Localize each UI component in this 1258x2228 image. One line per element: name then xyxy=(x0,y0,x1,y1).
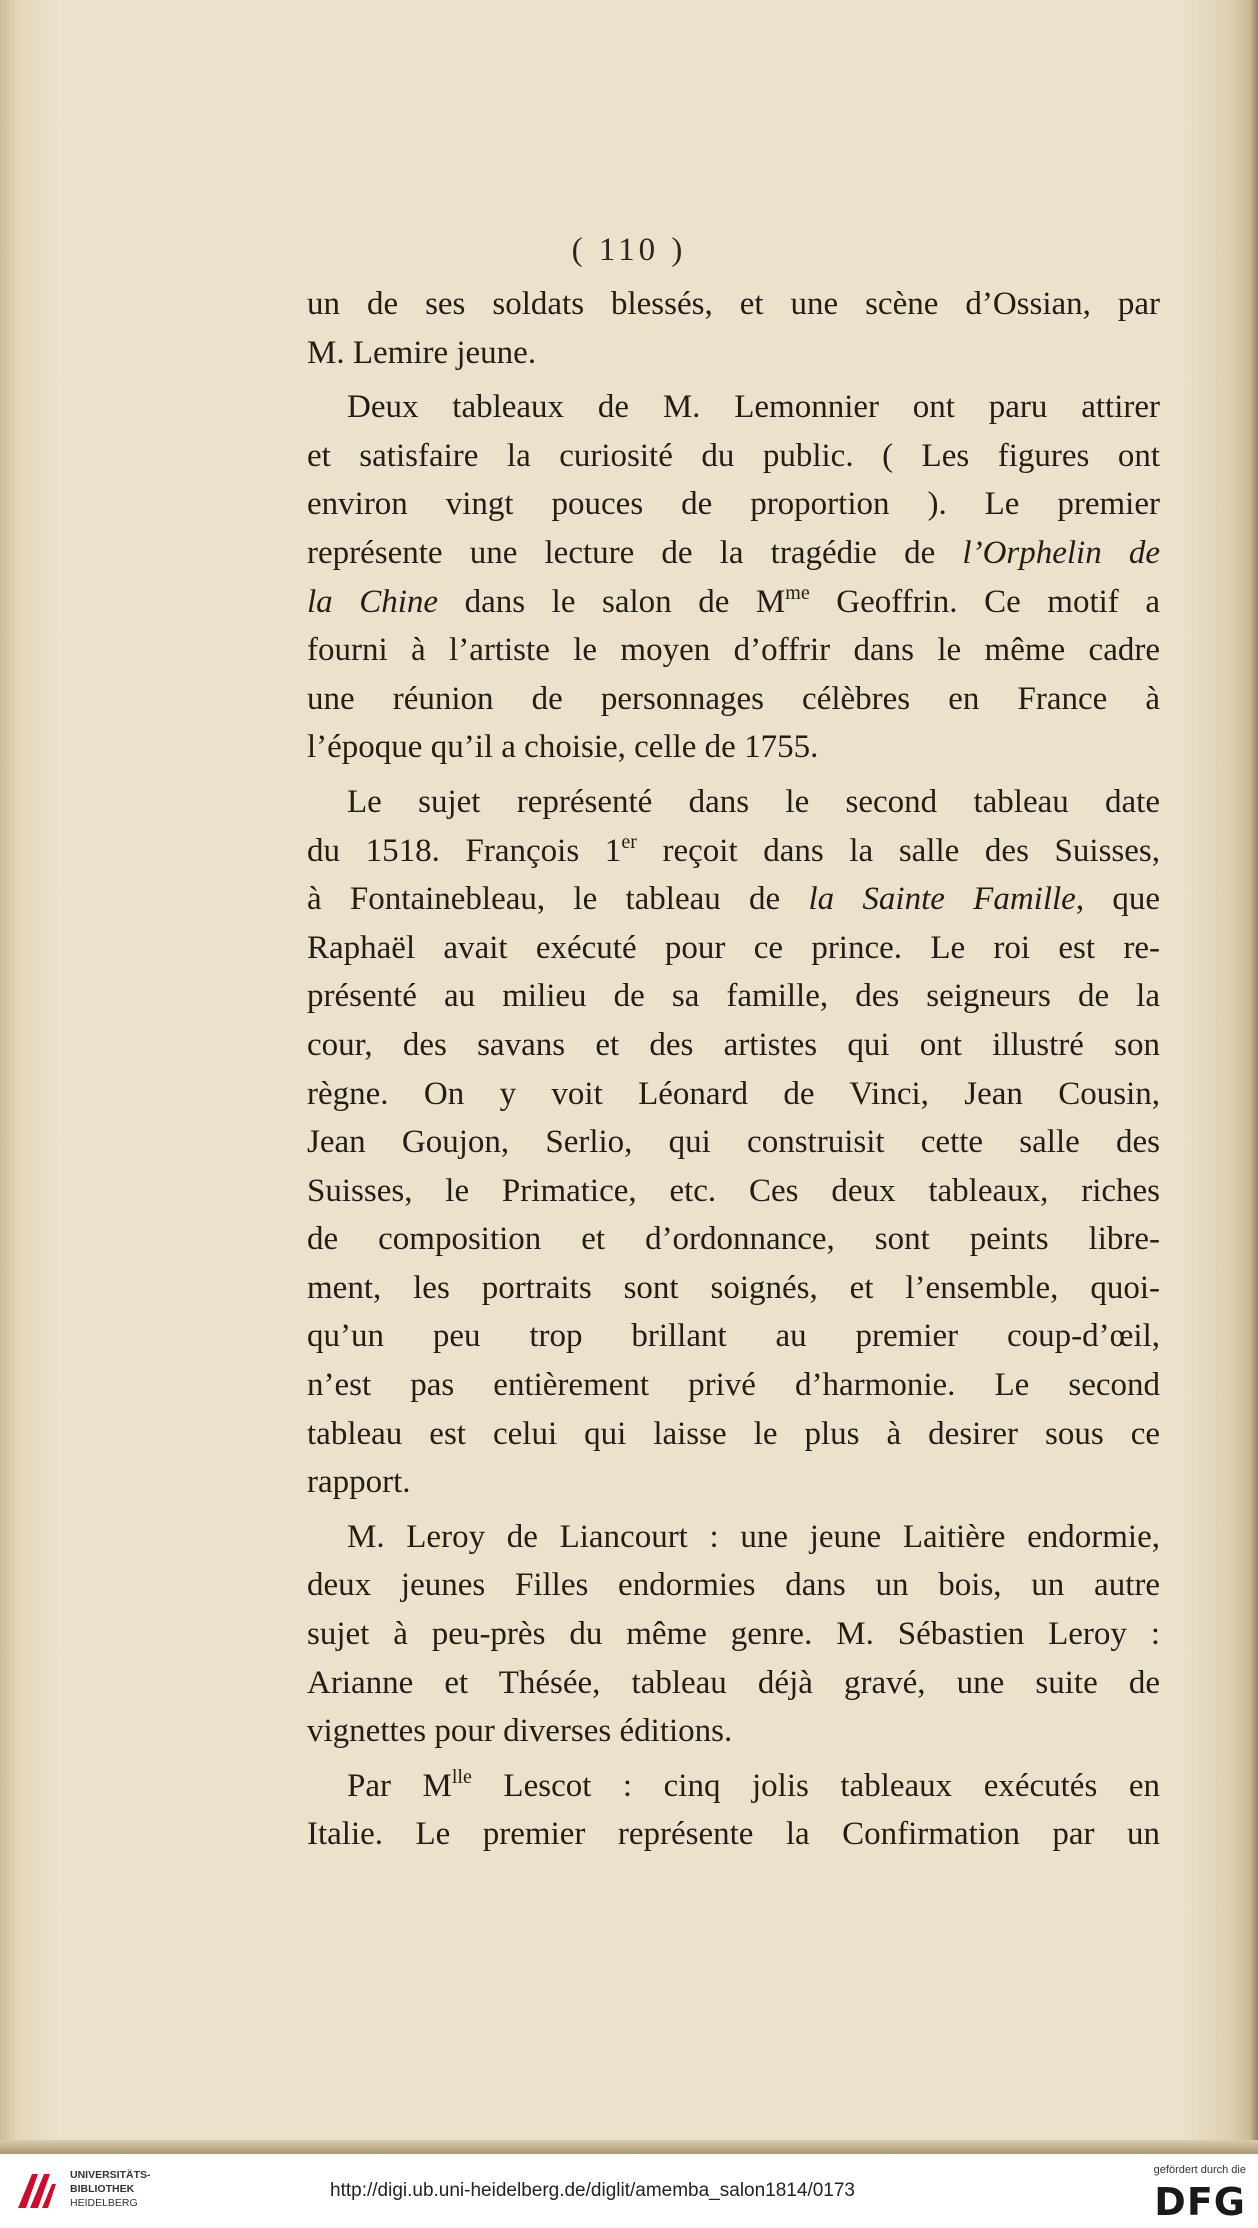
text-line: environ vingt pouces de proportion ). Le premier xyxy=(307,486,1160,523)
text-line: Jean Goujon, Serlio, qui construisit cette salle des xyxy=(307,1124,1160,1161)
text-line: Suisses, le Primatice, etc. Ces deux tableaux, riches xyxy=(307,1172,1160,1209)
dfg-logo: DFG xyxy=(1154,2180,1246,2224)
sponsor-label: gefördert durch die xyxy=(1153,2164,1246,2176)
text-line: l’époque qu’il a choisie, celle de 1755. xyxy=(307,729,819,766)
text-line: une réunion de personnages célèbres en France à xyxy=(307,680,1160,717)
text-line: Italie. Le premier représente la Confirmation par un xyxy=(307,1816,1160,1853)
page-number: ( 110 ) xyxy=(571,232,687,268)
text-line: vignettes pour diverses éditions. xyxy=(307,1713,733,1750)
text-line: à Fontainebleau, le tableau de la Sainte Famille, que xyxy=(307,881,1161,918)
page-edge xyxy=(0,2140,1258,2154)
university-library-logo-icon xyxy=(12,2168,60,2214)
text-line: rapport. xyxy=(307,1464,411,1501)
library-name: UNIVERSITÄTS- BIBLIOTHEK HEIDELBERG xyxy=(70,2169,151,2209)
text-line: de composition et d’ordonnance, sont peints libre- xyxy=(307,1221,1160,1258)
text-line: fourni à l’artiste le moyen d’offrir dans le même cadre xyxy=(307,632,1160,669)
footer-bar xyxy=(0,2154,1258,2228)
text-line: sujet à peu-près du même genre. M. Sébastien Leroy : xyxy=(307,1616,1160,1653)
text-line: deux jeunes Filles endormies dans un bois, un autre xyxy=(307,1567,1160,1604)
text-line: et satisfaire la curiosité du public. ( Les figures ont xyxy=(307,437,1160,474)
text-line: un de ses soldats blessés, et une scène d’Ossian, par xyxy=(307,286,1160,322)
text-line: du 1518. François 1er reçoit dans la salle des Suisses, xyxy=(307,830,1160,869)
text-line: M. Lemire jeune. xyxy=(307,334,537,371)
text-line: M. Leroy de Liancourt : une jeune Laitière endormie, xyxy=(347,1518,1160,1555)
text-line: tableau est celui qui laisse le plus à desirer sous ce xyxy=(307,1415,1160,1452)
text-line: Raphaël avait exécuté pour ce prince. Le roi est re- xyxy=(307,929,1160,966)
text-line: Par $M^{lle}$ Lescot : cinq jolis tableaux exécutés en xyxy=(347,1765,1160,1804)
text-line: qu’un peu trop brillant au premier coup-d’œil, xyxy=(307,1318,1160,1355)
text-line: la Chine dans le salon de $M^{me}$ Geoffrin. Ce motif a xyxy=(307,581,1160,620)
text-line: représente une lecture de la tragédie de l’Orphelin de xyxy=(307,534,1161,571)
text-line: Le sujet représenté dans le second tableau date xyxy=(347,783,1160,820)
text-line: règne. On y voit Léonard de Vinci, Jean Cousin, xyxy=(307,1075,1160,1112)
source-url-link[interactable]: http://digi.ub.uni-heidelberg.de/diglit/amemba_salon1814/0173 xyxy=(330,2180,855,2201)
text-line: Deux tableaux de M. Lemonnier ont paru attirer xyxy=(347,389,1160,426)
text-line: n’est pas entièrement privé d’harmonie. Le second xyxy=(307,1367,1160,1404)
text-line: ment, les portraits sont soignés, et l’ensemble, quoi- xyxy=(307,1269,1160,1306)
body-text xyxy=(307,280,1160,1859)
text-line: présenté au milieu de sa famille, des seigneurs de la xyxy=(307,978,1160,1015)
text-line: Arianne et Thésée, tableau déjà gravé, une suite de xyxy=(307,1664,1160,1701)
text-line: cour, des savans et des artistes qui ont illustré son xyxy=(307,1026,1160,1063)
